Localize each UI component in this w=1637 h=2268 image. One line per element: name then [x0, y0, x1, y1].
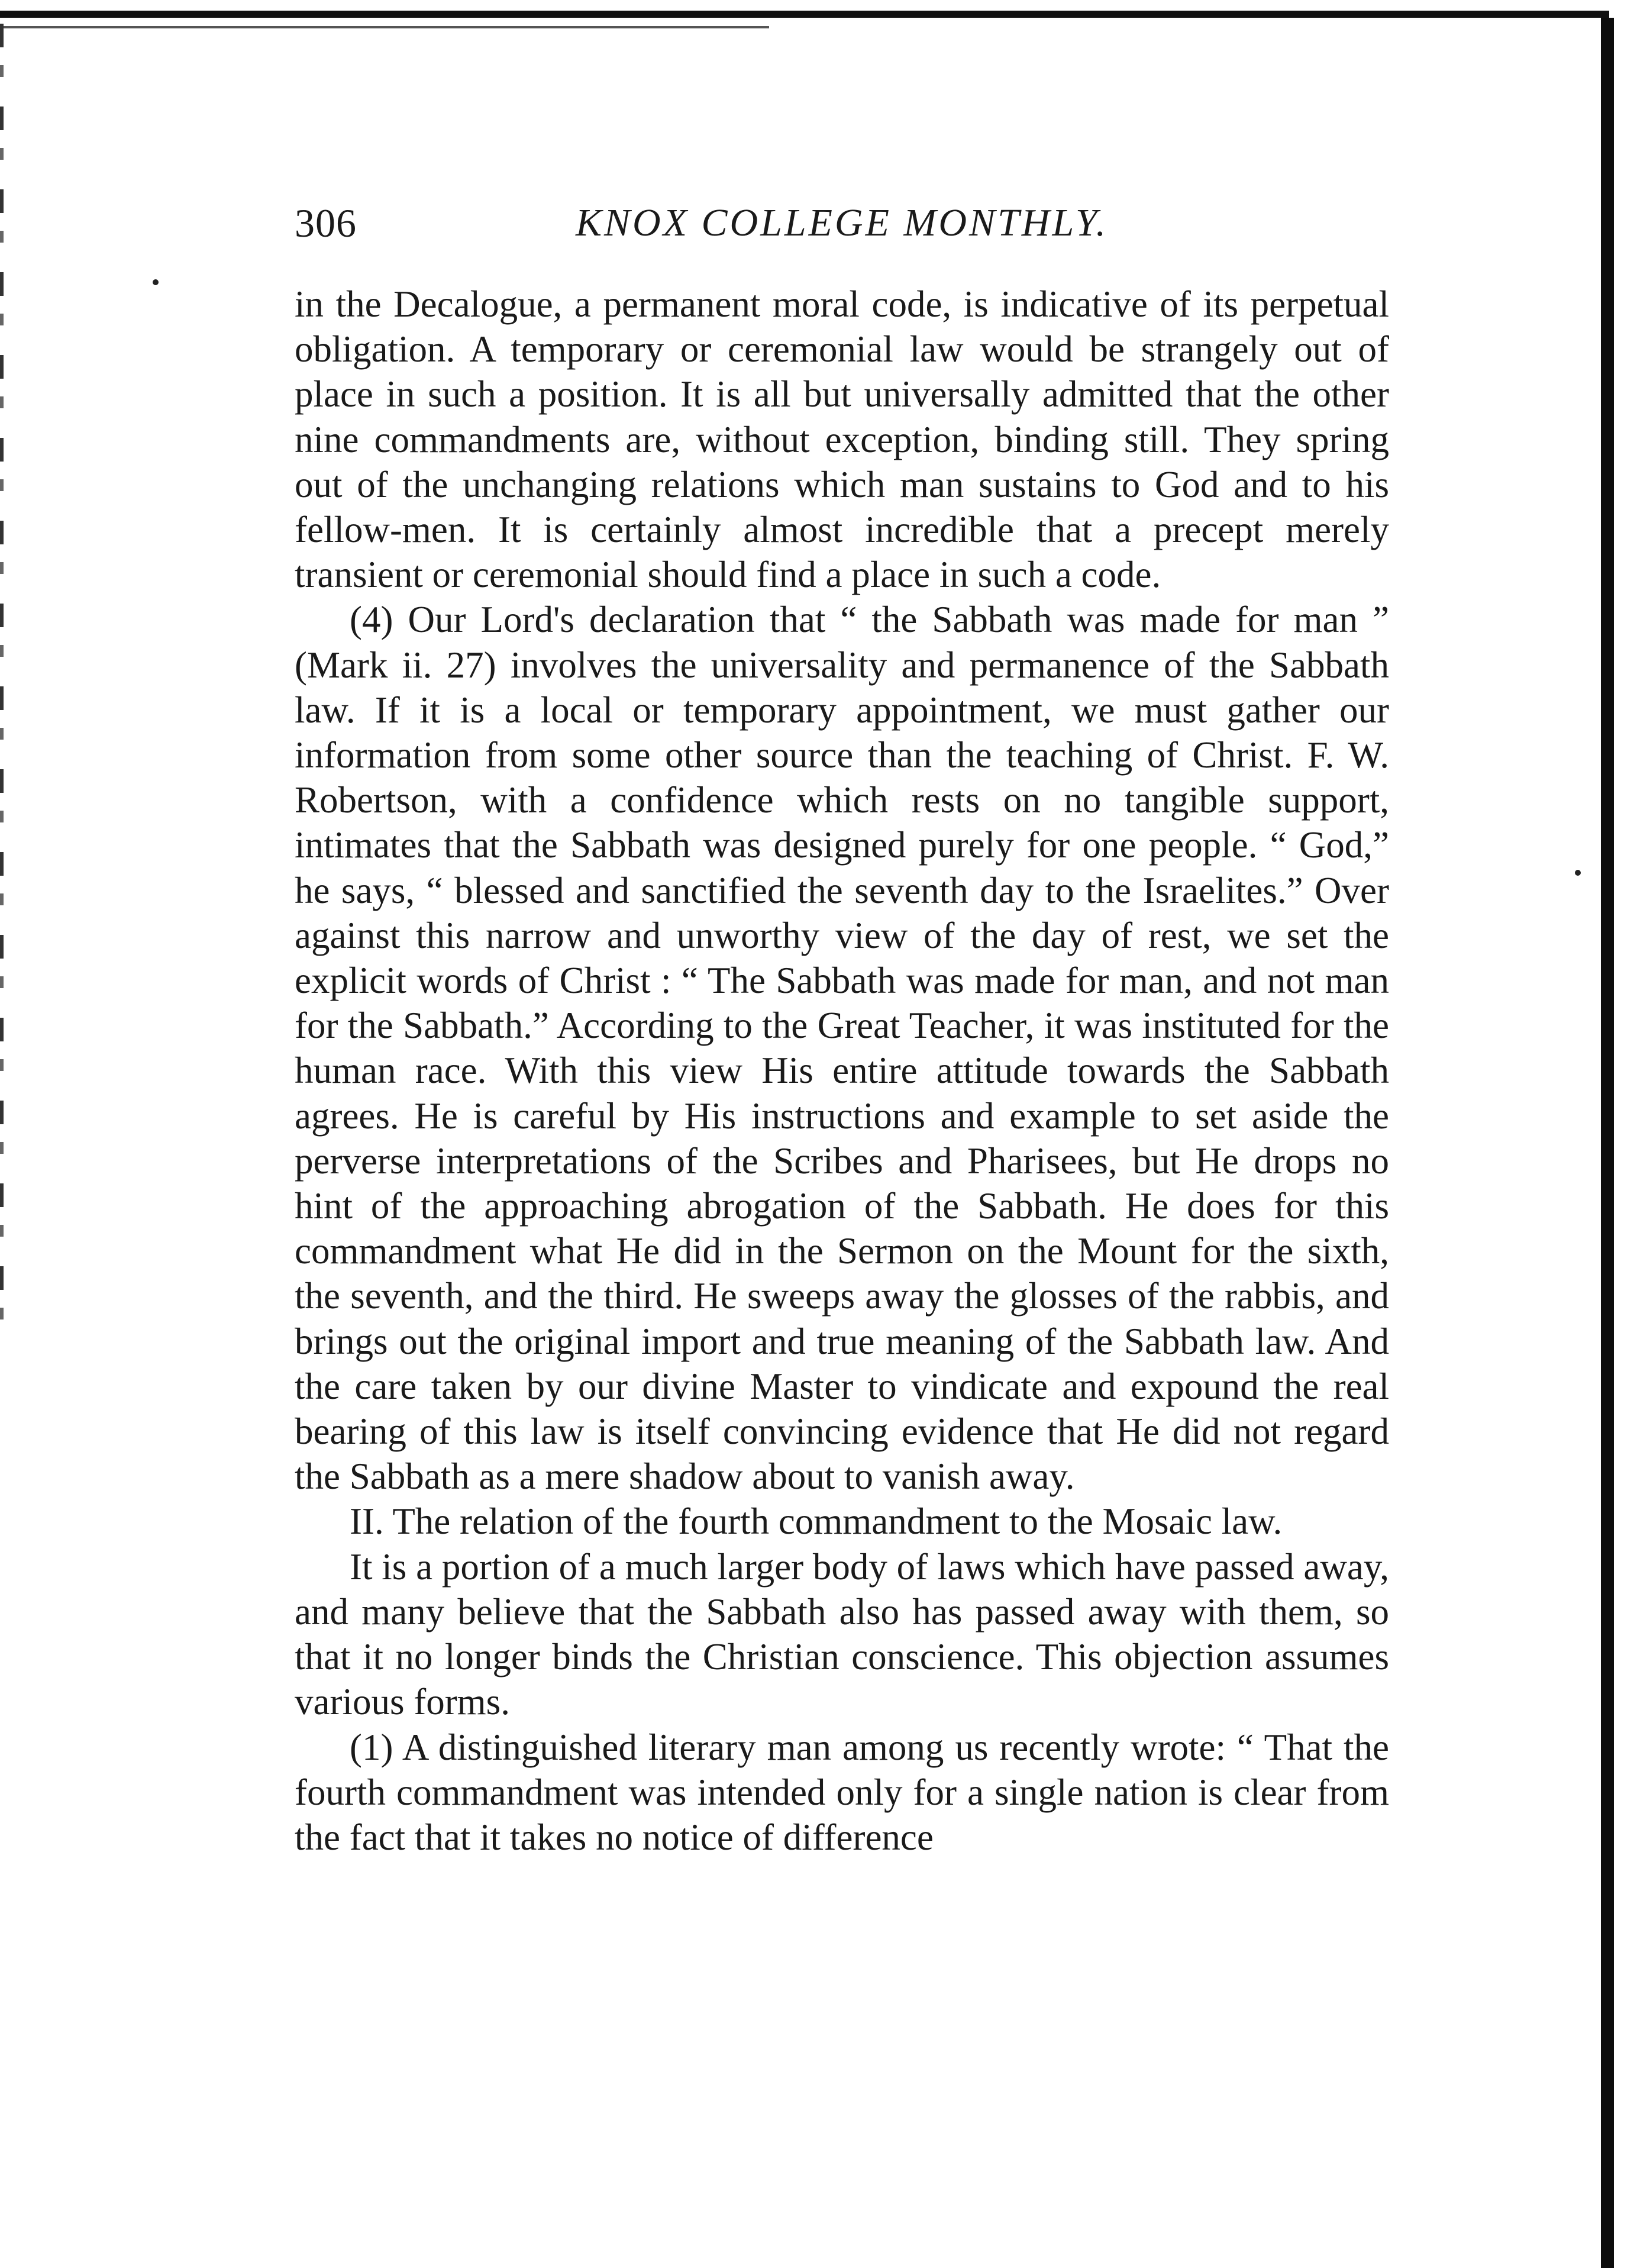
- scan-left-edge: [0, 24, 4, 1325]
- scan-speck: [1575, 870, 1581, 876]
- page-number: 306: [295, 201, 357, 246]
- page-header: [295, 191, 1389, 256]
- scan-right-edge: [1601, 18, 1614, 2268]
- scan-speck: [153, 279, 159, 285]
- paragraph-lords-declaration: (4) Our Lord's declaration that “ the Sabbath was made for man ” (Mark ii. 27) involves the universality and permanence of the Sabbath law. If it is a local or temporary appointment, we must gather our information from some other source than the teaching of Christ. F. W. Robertson, with a confidence which rests on no tangible support, intimates that the Sabbath was designed purely for one people. “ God,” he says, “ blessed and sanctified the seventh day to the Israelites.” Over against this narrow and unworthy view of the day of rest, we set the explicit words of Christ : “ The Sabbath was made for man, and not man for the Sabbath.” According to the Great Teacher, it was instituted for the human race. With this view His entire attitude towards the Sabbath agrees. He is careful by His instructions and example to set aside the perverse interpretations of the Scribes and Pharisees, but He drops no hint of the approaching abrogation of the Sabbath. He does for this commandment what He did in the Sermon on the Mount for the sixth, the seventh, and the third. He sweeps away the glosses of the rabbis, and brings out the original import and true meaning of the Sabbath law. And the care taken by our divine Master to vindicate and expound the real bearing of this law is itself convincing evidence that He did not regard the Sabbath as a mere shadow about to vanish away.: [295, 599, 1389, 1498]
- running-head: KNOX COLLEGE MONTHLY.: [576, 201, 1108, 244]
- paragraph-literary-man: (1) A distinguished literary man among us recently wrote: “ That the fourth commandment was intended only for a single nation is clear from the fact that it takes no notice of difference: [295, 1726, 1389, 1858]
- paragraph-decalogue-continuation: in the Decalogue, a permanent moral code, is indicative of its perpetual obligation. A temporary or ceremonial law would be strangely out of place in such a position. It is all but universally admitted that the other nine commandments are, without exception, binding still. They spring out of the unchanging relations which man sustains to God and to his fellow-men. It is certainly almost incredible that a precept merely transient or ceremonial should find a place in such a code.: [295, 283, 1389, 596]
- page-body: [295, 282, 1389, 1860]
- scan-top-border-thin: [0, 26, 769, 28]
- scan-top-border: [0, 11, 1609, 18]
- paragraph-larger-body-of-laws: It is a portion of a much larger body of laws which have passed away, and many believe that the Sabbath also has passed away with them, so that it no longer binds the Christian conscience. This objection assumes various forms.: [295, 1546, 1389, 1723]
- section-heading-ii: II. The relation of the fourth commandment to the Mosaic law.: [350, 1501, 1283, 1543]
